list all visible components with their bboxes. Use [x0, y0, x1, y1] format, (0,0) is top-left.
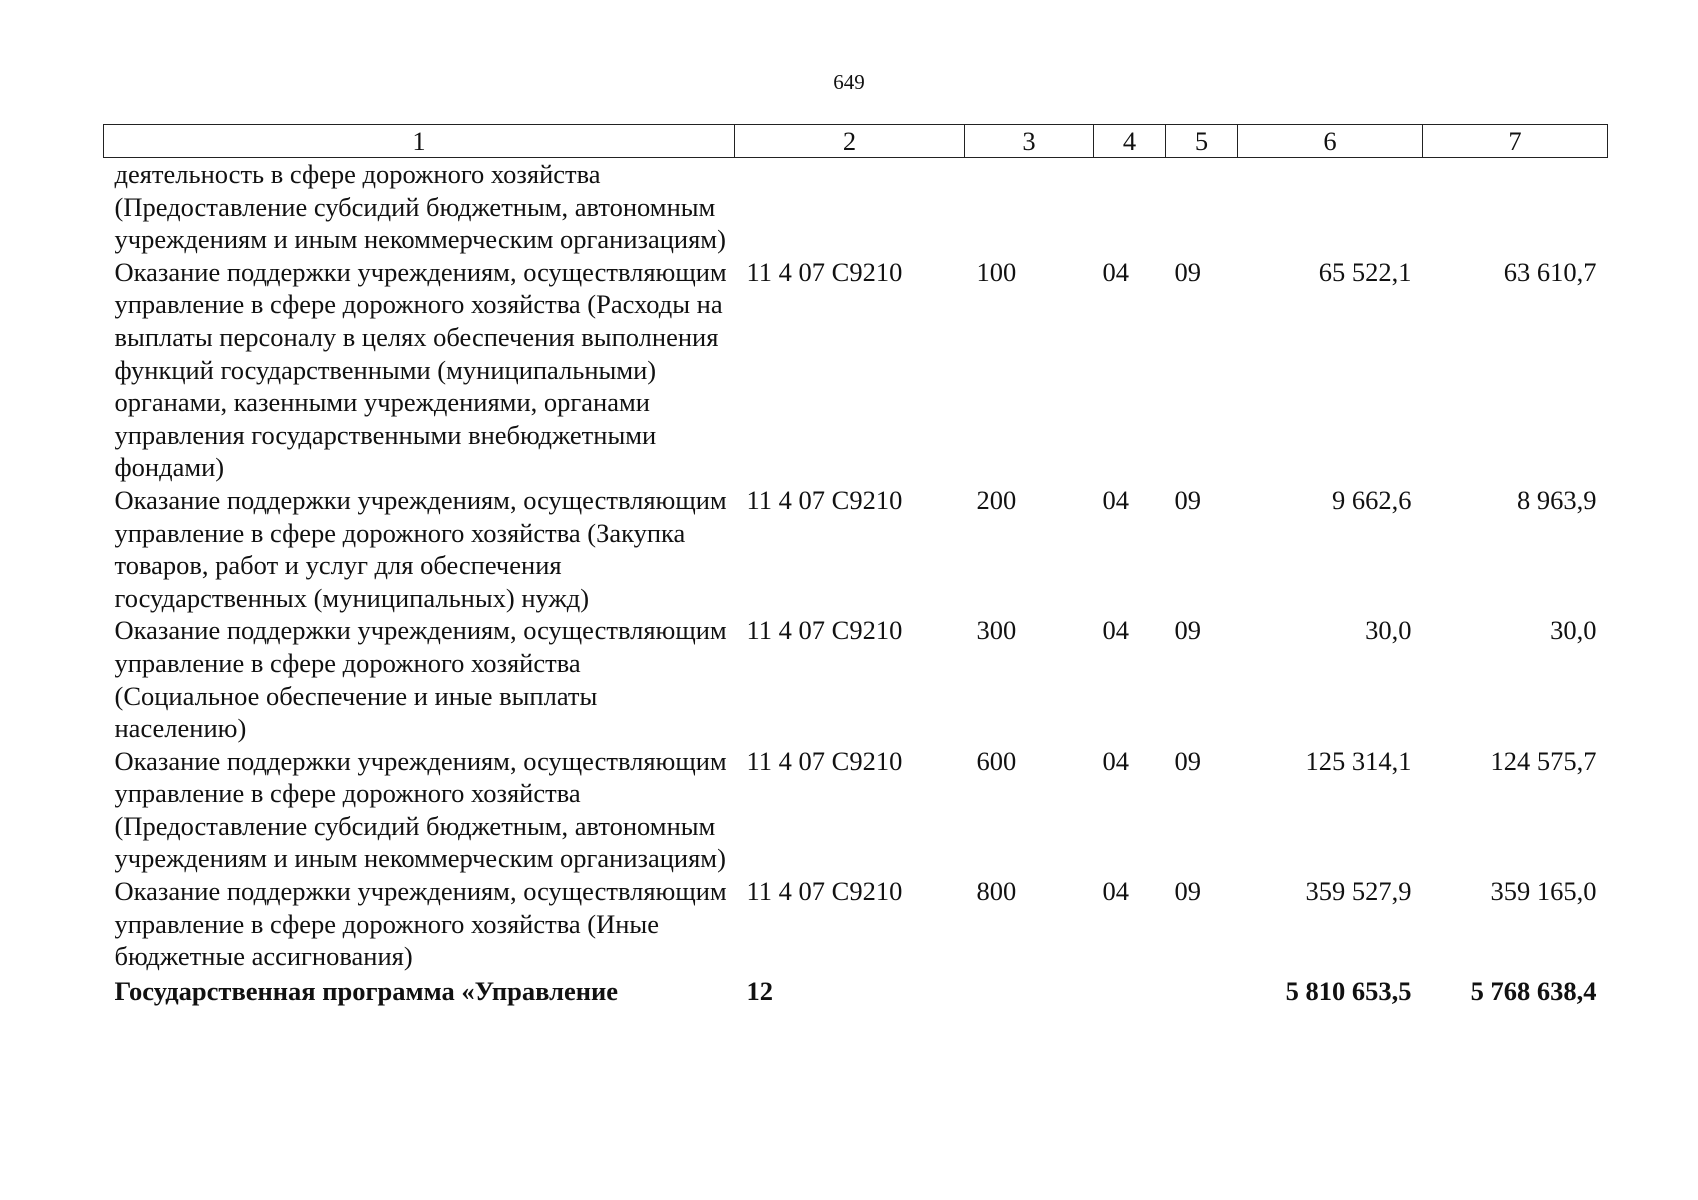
row-section: 04 — [1102, 615, 1129, 646]
row-amount-col7: 359 165,0 — [1490, 876, 1597, 907]
row-amount-col6: 5 810 653,5 — [1285, 975, 1412, 1006]
row-description: Оказание поддержки учреждениям, осуществляющим управление в сфере дорожного хозяйства (Закупка товаров, работ и услуг для обеспечения государственных (муниципальных) нужд) — [114, 484, 727, 613]
row-amount-col6: 359 527,9 — [1305, 876, 1412, 907]
row-subsection: 09 — [1174, 745, 1201, 776]
row-description: Оказание поддержки учреждениям, осуществляющим управление в сфере дорожного хозяйства (Расходы на выплаты персоналу в целях обеспечения выполнения функций государственными (муниципальными) органами, казенными учреждениями, органами управления государственными внебюджетными фондами) — [114, 256, 727, 483]
row-section: 04 — [1102, 484, 1129, 515]
row-subsection: 09 — [1174, 256, 1201, 287]
row-expense-type — [965, 973, 1094, 1008]
row-expense-type: 300 — [976, 615, 1017, 646]
row-amount-col7: 124 575,7 — [1490, 745, 1597, 776]
table-row — [104, 745, 1608, 875]
row-subsection: 09 — [1174, 876, 1201, 907]
row-amount-col7: 63 610,7 — [1503, 256, 1597, 287]
column-header-6: 6 — [1238, 125, 1423, 158]
row-amount-col6: 9 662,6 — [1332, 484, 1412, 515]
row-target-code: 12 — [746, 975, 773, 1006]
row-amount-col7 — [1423, 158, 1608, 256]
row-target-code: 11 4 07 С9210 — [746, 876, 903, 907]
row-subsection: 09 — [1174, 615, 1201, 646]
row-target-code: 11 4 07 С9210 — [746, 745, 903, 776]
row-section: 04 — [1102, 745, 1129, 776]
row-target-code — [735, 158, 965, 256]
row-section — [1094, 158, 1166, 256]
table-row-program-total — [104, 973, 1608, 1008]
column-header-7: 7 — [1423, 125, 1608, 158]
row-expense-type: 600 — [976, 745, 1017, 776]
column-header-2: 2 — [735, 125, 965, 158]
row-description: Оказание поддержки учреждениям, осуществляющим управление в сфере дорожного хозяйства (Социальное обеспечение и иные выплаты населению) — [114, 615, 727, 744]
table-body — [104, 158, 1608, 1008]
table-row — [104, 614, 1608, 744]
row-expense-type: 800 — [976, 876, 1017, 907]
column-header-1: 1 — [104, 125, 735, 158]
table-row — [104, 875, 1608, 973]
page-number: 649 — [833, 70, 865, 94]
table-row — [104, 158, 1608, 256]
row-subsection: 09 — [1174, 484, 1201, 515]
row-amount-col7: 8 963,9 — [1517, 484, 1597, 515]
row-section — [1094, 973, 1166, 1008]
row-subsection — [1166, 973, 1238, 1008]
row-subsection — [1166, 158, 1238, 256]
row-expense-type: 100 — [976, 256, 1017, 287]
table-row — [104, 484, 1608, 614]
row-section: 04 — [1102, 876, 1129, 907]
table-header — [104, 125, 1608, 158]
row-amount-col7: 5 768 638,4 — [1470, 975, 1597, 1006]
row-expense-type — [965, 158, 1094, 256]
row-description: Государственная программа «Управление — [114, 975, 619, 1006]
column-header-3: 3 — [965, 125, 1094, 158]
row-amount-col6: 30,0 — [1365, 615, 1412, 646]
budget-table — [103, 124, 1608, 1007]
row-target-code: 11 4 07 С9210 — [746, 484, 903, 515]
row-amount-col7: 30,0 — [1550, 615, 1597, 646]
row-amount-col6: 65 522,1 — [1318, 256, 1412, 287]
table-row — [104, 256, 1608, 484]
row-target-code: 11 4 07 С9210 — [746, 615, 903, 646]
row-description: Оказание поддержки учреждениям, осуществляющим управление в сфере дорожного хозяйства (Предоставление субсидий бюджетным, автономным учреждениям и иным некоммерческим организациям) — [114, 745, 727, 874]
column-header-4: 4 — [1094, 125, 1166, 158]
row-description: деятельность в сфере дорожного хозяйства (Предоставление субсидий бюджетным, автономным учреждениям и иным некоммерческим организациям) — [114, 159, 726, 255]
row-section: 04 — [1102, 256, 1129, 287]
row-amount-col6 — [1238, 158, 1423, 256]
row-expense-type: 200 — [976, 484, 1017, 515]
row-target-code: 11 4 07 С9210 — [746, 256, 903, 287]
row-description: Оказание поддержки учреждениям, осуществляющим управление в сфере дорожного хозяйства (Иные бюджетные ассигнования) — [114, 876, 727, 972]
row-amount-col6: 125 314,1 — [1305, 745, 1412, 776]
column-header-5: 5 — [1166, 125, 1238, 158]
